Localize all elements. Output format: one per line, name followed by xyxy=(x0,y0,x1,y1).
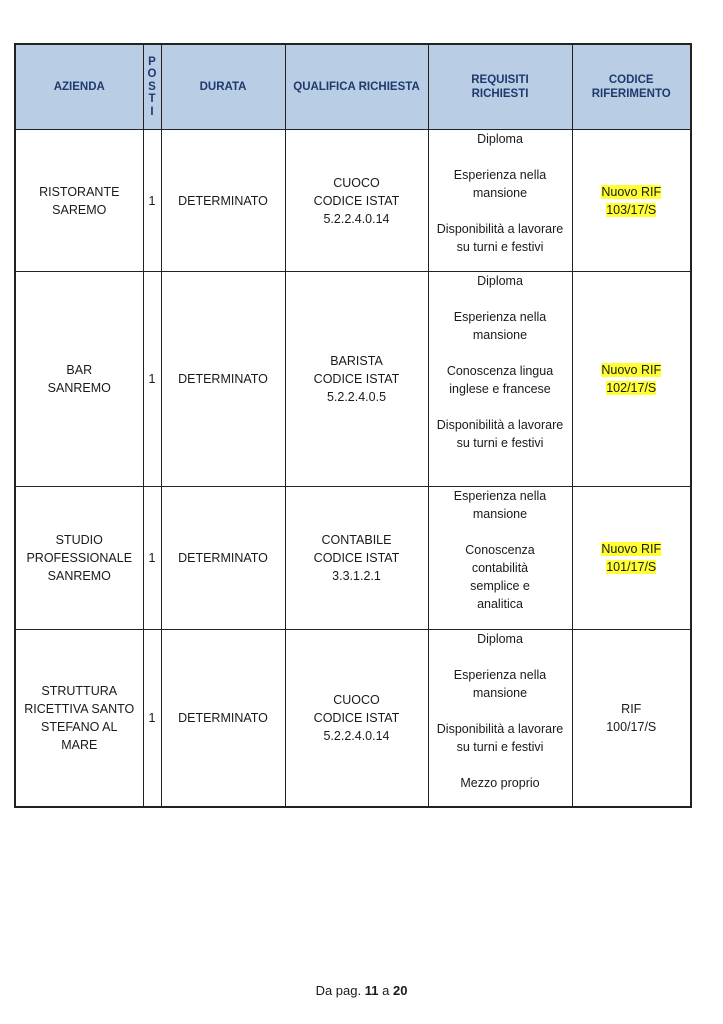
header-qualifica: QUALIFICA RICHIESTA xyxy=(285,44,428,130)
header-requisiti xyxy=(428,44,572,130)
header-posti-letter: I xyxy=(150,105,154,118)
codice-cell xyxy=(572,630,691,808)
requisito-item: Diploma xyxy=(477,132,523,146)
table-row xyxy=(15,487,691,630)
qualifica-cell xyxy=(285,487,428,630)
job-offers-table xyxy=(14,43,692,808)
codice-value: 100/17/S xyxy=(606,720,657,734)
codice-label: Nuovo RIF xyxy=(601,363,662,377)
qualifica-istat-code: 5.2.2.4.0.14 xyxy=(323,729,390,743)
requisito-item: Esperienza nella mansione xyxy=(453,310,547,342)
requisito-item: Diploma xyxy=(477,632,523,646)
header-posti-letter: T xyxy=(148,93,156,106)
codice-value: 103/17/S xyxy=(606,202,657,217)
azienda-cell: STUDIO PROFESSIONALE SANREMO xyxy=(15,487,143,630)
page-footer xyxy=(0,983,723,998)
codice-value: 101/17/S xyxy=(606,560,657,574)
posti-cell: 1 xyxy=(143,130,161,272)
codice-label: RIF xyxy=(621,702,642,716)
job-offers-table-container xyxy=(14,43,690,808)
header-posti xyxy=(143,44,161,130)
qualifica-istat-code: 5.2.2.4.0.14 xyxy=(323,211,390,226)
requisiti-cell xyxy=(428,630,572,808)
qualifica-istat-code: 5.2.2.4.0.5 xyxy=(326,390,387,404)
header-row xyxy=(15,44,691,130)
header-durata: DURATA xyxy=(161,44,285,130)
footer-prefix: Da pag. xyxy=(315,983,362,998)
requisito-item: Disponibilità a lavorare su turni e festivi xyxy=(436,222,564,254)
requisito-item: Mezzo proprio xyxy=(460,776,540,790)
requisito-item: Disponibilità a lavorare su turni e festivi xyxy=(436,722,564,754)
codice-cell xyxy=(572,130,691,272)
codice-cell xyxy=(572,272,691,487)
table-row xyxy=(15,630,691,808)
qualifica-istat-label: CODICE ISTAT xyxy=(313,372,400,386)
requisiti-cell xyxy=(428,272,572,487)
qualifica-istat-label: CODICE ISTAT xyxy=(313,711,400,725)
azienda-text: RISTORANTE SAREMO xyxy=(39,184,120,217)
table-row xyxy=(15,130,691,272)
footer-page-from: 11 xyxy=(364,983,379,998)
requisiti-cell xyxy=(428,130,572,272)
header-codice xyxy=(572,44,691,130)
qualifica-istat-label: CODICE ISTAT xyxy=(313,193,400,208)
qualifica-title: CUOCO xyxy=(333,175,380,190)
posti-cell: 1 xyxy=(143,630,161,808)
azienda-cell xyxy=(15,630,143,808)
footer-middle: a xyxy=(382,983,390,998)
requisito-item: Conoscenza contabilità semplice e analitica xyxy=(465,543,535,611)
qualifica-title: CUOCO xyxy=(333,693,380,707)
qualifica-istat-code: 3.3.1.2.1 xyxy=(332,569,381,583)
requisito-item: Esperienza nella mansione xyxy=(453,168,547,200)
header-azienda: AZIENDA xyxy=(15,44,143,130)
durata-cell: DETERMINATO xyxy=(161,130,285,272)
requisito-item: Esperienza nella mansione xyxy=(453,489,547,521)
requisito-item: Conoscenza lingua inglese e francese xyxy=(446,364,554,396)
durata-cell: DETERMINATO xyxy=(161,272,285,487)
header-posti-letter: P xyxy=(148,55,156,68)
azienda-cell xyxy=(15,272,143,487)
codice-label: Nuovo RIF xyxy=(601,542,662,556)
posti-cell: 1 xyxy=(143,487,161,630)
qualifica-cell xyxy=(285,130,428,272)
azienda-text: STRUTTURA RICETTIVA SANTO STEFANO AL MARE xyxy=(24,684,135,752)
header-requisiti-label: REQUISITI RICHIESTI xyxy=(471,74,529,100)
qualifica-title: CONTABILE xyxy=(321,533,392,547)
requisito-item: Disponibilità a lavorare su turni e festivi xyxy=(436,418,564,450)
qualifica-istat-label: CODICE ISTAT xyxy=(313,551,400,565)
codice-value: 102/17/S xyxy=(606,381,657,395)
qualifica-title: BARISTA xyxy=(330,354,383,368)
requisito-item: Diploma xyxy=(477,274,523,288)
footer-page-to: 20 xyxy=(392,983,408,998)
posti-cell: 1 xyxy=(143,272,161,487)
requisito-item: Esperienza nella mansione xyxy=(453,668,547,700)
codice-cell xyxy=(572,487,691,630)
durata-cell: DETERMINATO xyxy=(161,630,285,808)
requisiti-cell xyxy=(428,487,572,630)
azienda-cell xyxy=(15,130,143,272)
durata-cell: DETERMINATO xyxy=(161,487,285,630)
codice-label: Nuovo RIF xyxy=(601,184,662,199)
qualifica-cell xyxy=(285,272,428,487)
header-posti-letter: O xyxy=(147,68,157,81)
qualifica-cell xyxy=(285,630,428,808)
azienda-text: BAR SANREMO xyxy=(47,363,111,395)
header-posti-letter: S xyxy=(148,80,156,93)
header-codice-label: CODICE RIFERIMENTO xyxy=(591,74,671,100)
table-row xyxy=(15,272,691,487)
